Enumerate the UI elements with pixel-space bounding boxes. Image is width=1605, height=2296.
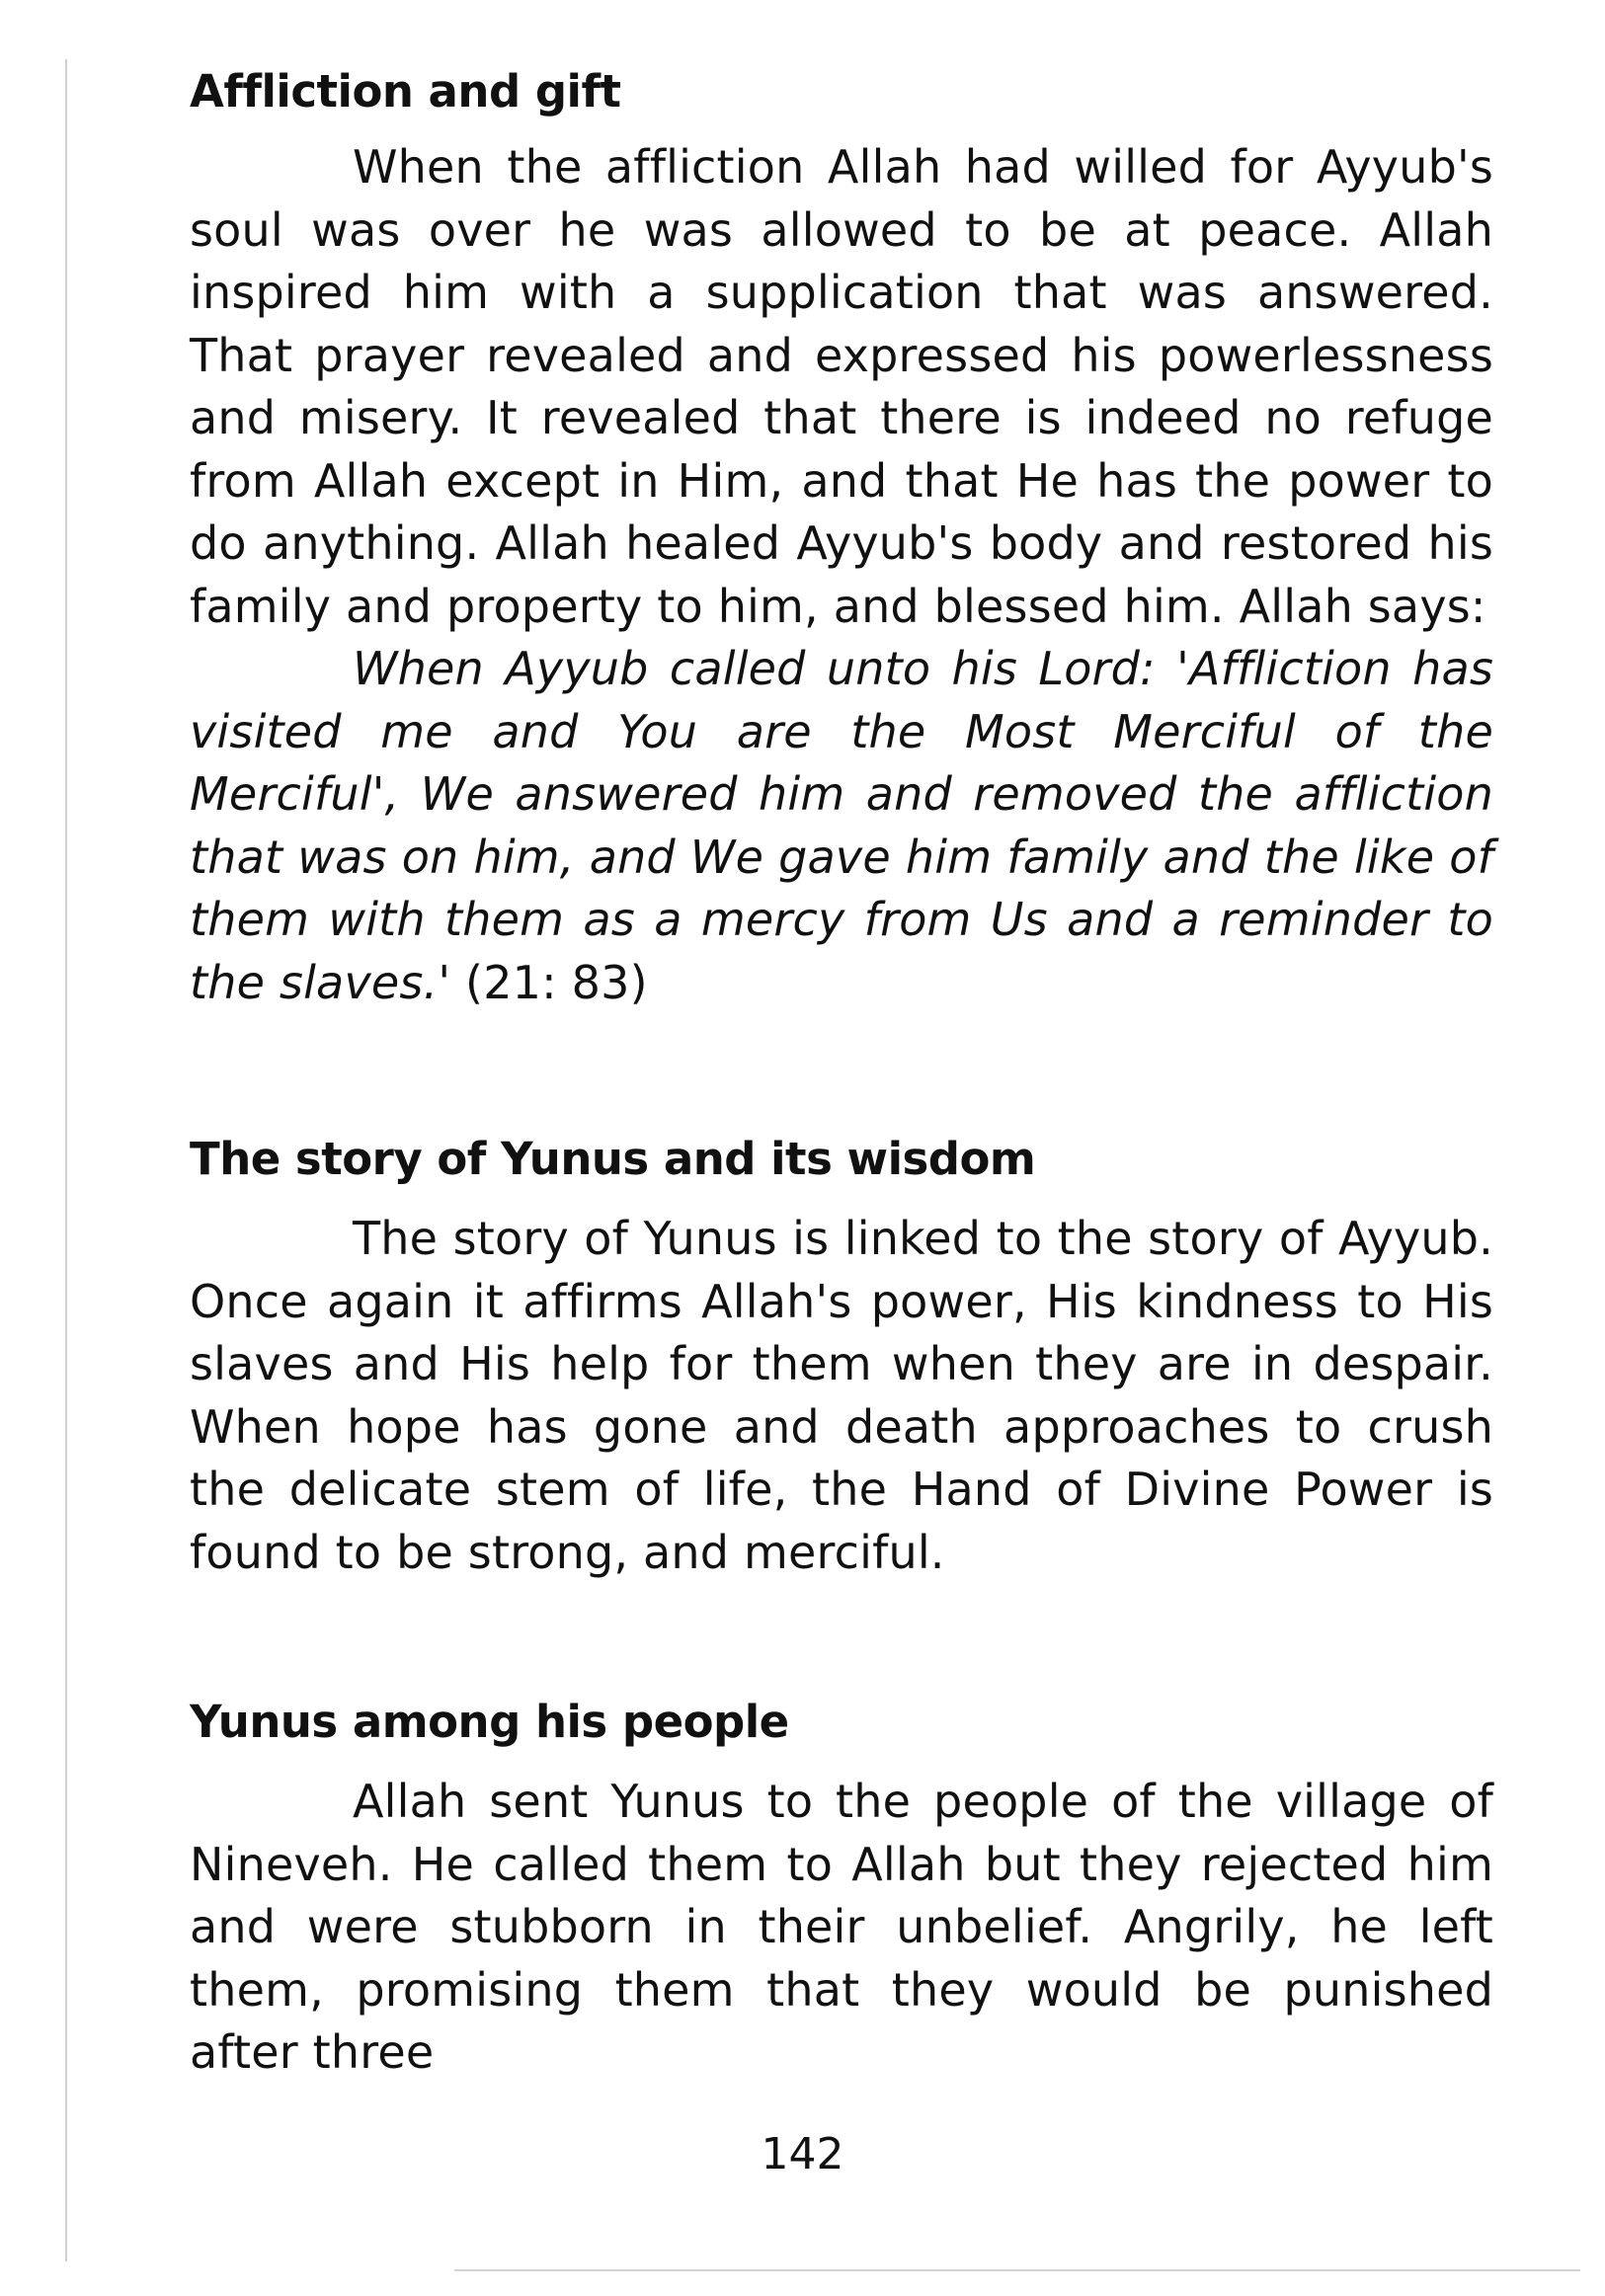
page-content bbox=[190, 57, 1493, 2085]
section-body-affliction-and-gift: When the affliction Allah had willed for Ayyub's soul was over he was allowed to be at peace. Allah inspired him with a supplication that was answered. That prayer revealed and expressed his powerlessness and misery. It revealed that there is indeed no refuge from Allah except in Him, and that He has the power to do anything. Allah healed Ayyub's body and restored his family and property to him, and blessed him. Allah says: bbox=[190, 140, 1493, 633]
quote-text: When Ayyub called unto his Lord: 'Affliction has visited me and You are the Most Merciful of the Merciful', We answered him and removed the affliction that was on him, and We gave him family and the like of them with them as a mercy from Us and a reminder to the slaves.' bbox=[190, 642, 1493, 1009]
section-body-yunus-among-his-people: Allah sent Yunus to the people of the village of Nineveh. He called them to Allah but they rejected him and were stubborn in their unbelief. Angrily, he left them, promising them that they would be punished after three bbox=[190, 1775, 1493, 2079]
quote-reference: (21: 83) bbox=[465, 955, 648, 1009]
page-bottom-edge-line bbox=[454, 2269, 1580, 2271]
page-edge-line bbox=[65, 59, 67, 2261]
quran-quote bbox=[190, 638, 1493, 1014]
section-body-story-of-yunus: The story of Yunus is linked to the story of Ayyub. Once again it affirms Allah's power, His kindness to His slaves and His help for them when they are in despair. When hope has gone and death approaches to crush the delicate stem of life, the Hand of Divine Power is found to be strong, and merciful. bbox=[190, 1212, 1493, 1579]
page-number: 142 bbox=[761, 2129, 844, 2179]
section-heading-story-of-yunus: The story of Yunus and its wisdom bbox=[190, 1133, 1036, 1185]
section-heading-yunus-among-his-people: Yunus among his people bbox=[190, 1696, 789, 1748]
section-heading-affliction-and-gift: Affliction and gift bbox=[190, 65, 621, 118]
